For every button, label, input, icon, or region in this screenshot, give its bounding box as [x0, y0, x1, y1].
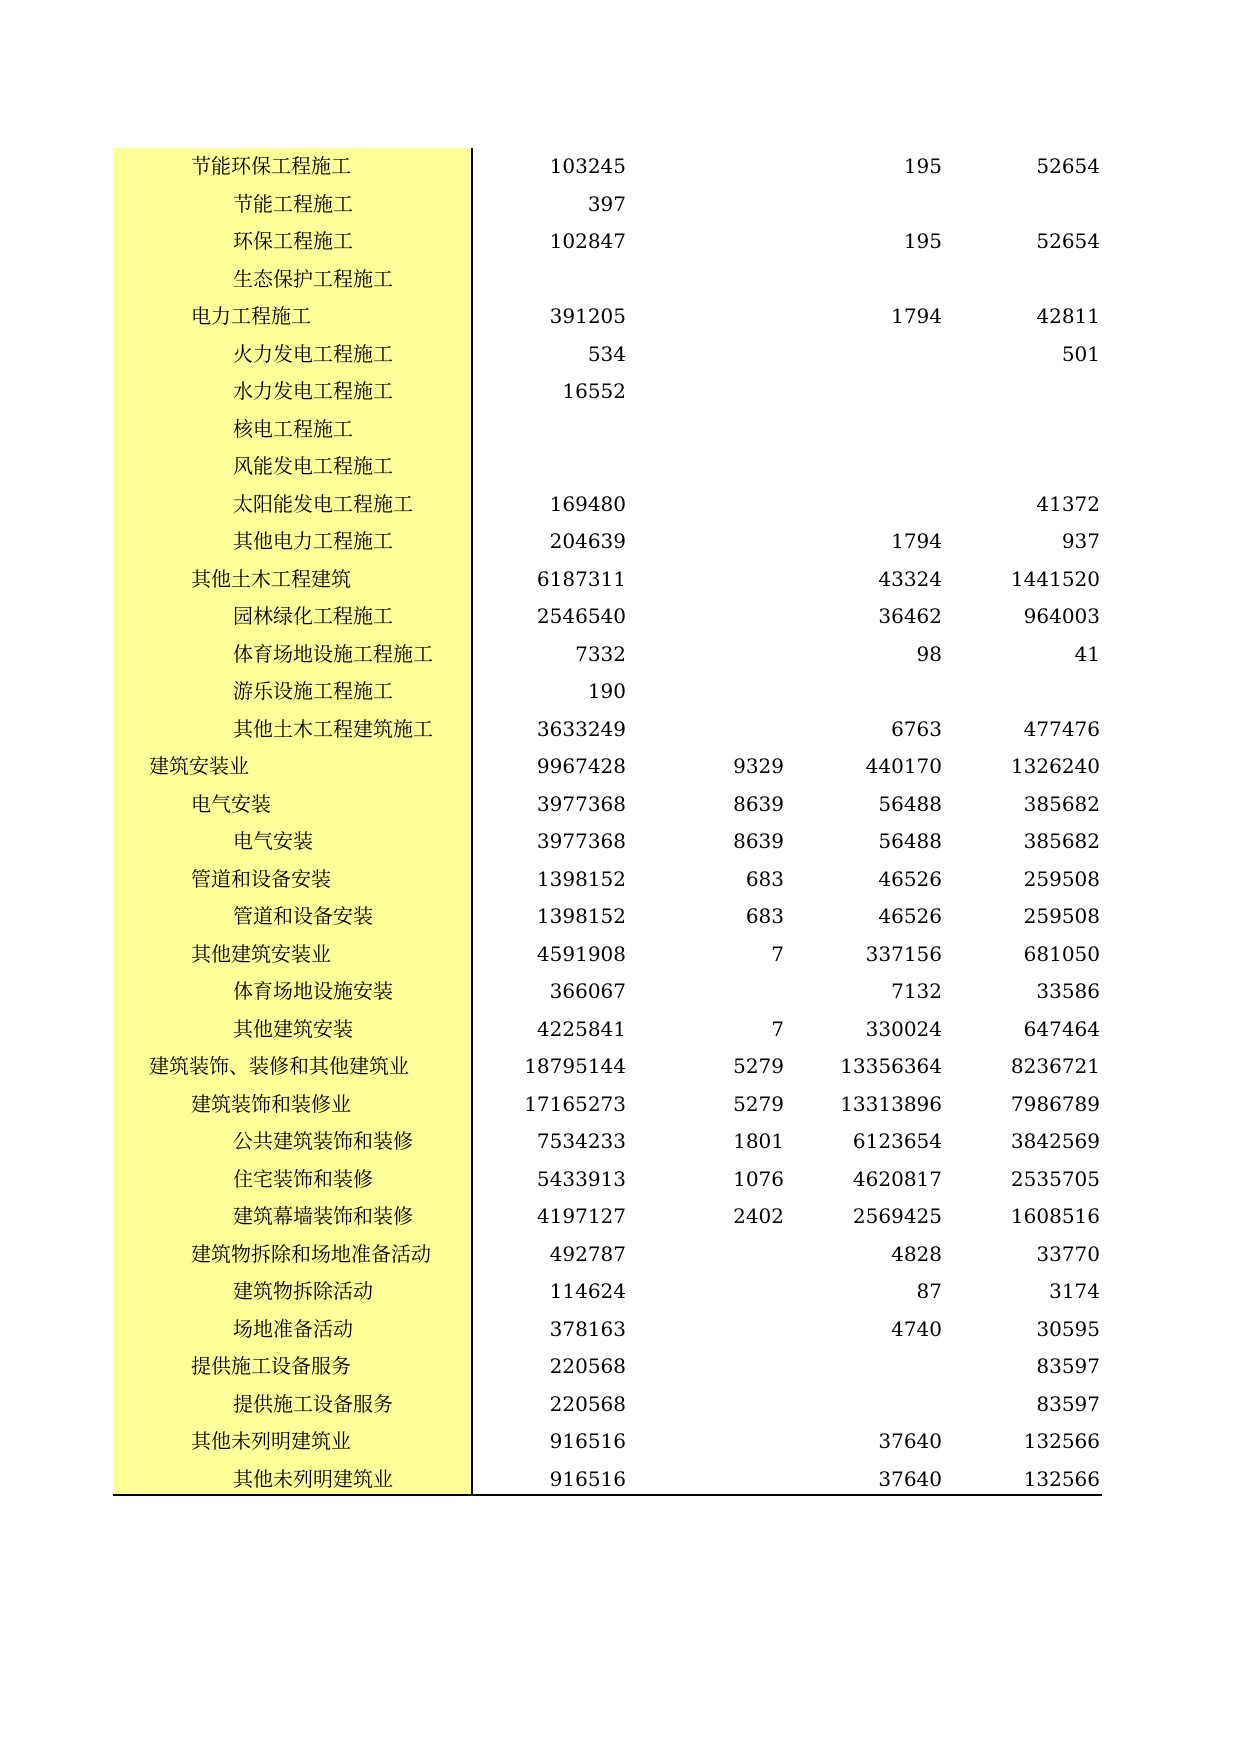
value-cell-col1: 17165273 — [524, 1091, 626, 1116]
value-cell-col1: 391205 — [549, 304, 626, 328]
table-row — [113, 148, 1102, 186]
value-cell-col4 — [942, 411, 1100, 449]
value-cell-col3: 46526 — [878, 904, 942, 928]
row-label: 水力发电工程施工 — [233, 379, 393, 403]
table-row — [113, 261, 1102, 299]
value-cell-col2: 7 — [771, 941, 784, 966]
value-cell-col2 — [626, 298, 784, 336]
value-cell-col3 — [784, 186, 942, 224]
table-row — [113, 636, 1102, 674]
row-label: 园林绿化工程施工 — [233, 604, 393, 628]
value-cell-col2 — [626, 186, 784, 224]
value-cell-col1: 9967428 — [536, 754, 626, 778]
value-cell-col1: 2546540 — [536, 604, 626, 628]
table-row — [113, 1348, 1102, 1386]
value-cell-col4: 33770 — [1036, 1241, 1100, 1266]
table-row — [113, 786, 1102, 824]
row-label: 游乐设施工程施工 — [233, 679, 393, 703]
value-cell-col3: 4620817 — [852, 1166, 942, 1191]
value-cell-col2 — [626, 1461, 784, 1499]
value-cell-col1: 103245 — [549, 154, 626, 178]
value-cell-col2: 2402 — [733, 1204, 784, 1228]
table-row — [113, 448, 1102, 486]
value-cell-col2: 8639 — [733, 791, 784, 816]
table-row — [113, 598, 1102, 636]
row-label: 电气安装 — [191, 791, 271, 816]
value-cell-col4: 3842569 — [1010, 1129, 1100, 1153]
row-label: 生态保护工程施工 — [233, 266, 393, 291]
value-cell-col3 — [784, 411, 942, 449]
value-cell-col2 — [626, 973, 784, 1011]
row-label: 建筑物拆除活动 — [233, 1279, 373, 1303]
value-cell-col3: 37640 — [878, 1429, 942, 1453]
row-label: 公共建筑装饰和装修 — [233, 1129, 413, 1153]
table-row — [113, 748, 1102, 786]
value-cell-col1: 3977368 — [536, 791, 626, 816]
value-cell-col4 — [942, 448, 1100, 486]
value-cell-col4: 501 — [1061, 341, 1100, 366]
table-row — [113, 1386, 1102, 1424]
value-cell-col2 — [626, 373, 784, 411]
value-cell-col2 — [626, 261, 784, 299]
row-label: 其他未列明建筑业 — [233, 1466, 393, 1491]
value-cell-col2 — [626, 1273, 784, 1311]
table-row — [113, 336, 1102, 374]
value-cell-col1: 492787 — [549, 1241, 626, 1266]
row-label: 提供施工设备服务 — [233, 1391, 393, 1416]
row-label: 体育场地设施工程施工 — [233, 641, 433, 666]
value-cell-col1: 397 — [587, 191, 626, 216]
row-label: 太阳能发电工程施工 — [233, 491, 413, 516]
table-row — [113, 936, 1102, 974]
value-cell-col4: 681050 — [1023, 941, 1100, 966]
table-row — [113, 898, 1102, 936]
row-label: 其他土木工程建筑施工 — [233, 716, 433, 741]
value-cell-col1: 190 — [587, 679, 626, 703]
value-cell-col3: 1794 — [891, 304, 942, 328]
value-cell-col4: 41372 — [1036, 491, 1100, 516]
table-row — [113, 1423, 1102, 1461]
value-cell-col3: 13313896 — [840, 1091, 942, 1116]
value-cell-col2 — [626, 486, 784, 524]
value-cell-col3: 56488 — [878, 791, 942, 816]
row-label: 管道和设备安装 — [191, 866, 331, 891]
value-cell-col1: 7534233 — [536, 1129, 626, 1153]
row-label: 核电工程施工 — [233, 416, 353, 441]
value-cell-col3 — [784, 486, 942, 524]
table-row — [113, 973, 1102, 1011]
row-label: 其他建筑安装业 — [191, 941, 331, 966]
value-cell-col3: 1794 — [891, 529, 942, 553]
value-cell-col1: 220568 — [549, 1354, 626, 1378]
row-label: 提供施工设备服务 — [191, 1354, 351, 1378]
value-cell-col2 — [626, 1311, 784, 1349]
value-cell-col2 — [626, 1348, 784, 1386]
row-label: 体育场地设施安装 — [233, 979, 393, 1003]
row-label: 场地准备活动 — [233, 1316, 353, 1341]
value-cell-col1: 3633249 — [536, 716, 626, 741]
value-cell-col2: 1801 — [733, 1129, 784, 1153]
value-cell-col4: 1441520 — [1010, 566, 1100, 591]
value-cell-col4 — [942, 186, 1100, 224]
value-cell-col1: 204639 — [549, 529, 626, 553]
value-cell-col4: 1608516 — [1010, 1204, 1100, 1228]
table-row — [113, 1086, 1102, 1124]
row-label: 住宅装饰和装修 — [233, 1166, 373, 1191]
row-label: 其他建筑安装 — [233, 1016, 353, 1041]
value-cell-col4: 83597 — [1036, 1354, 1100, 1378]
value-cell-col2 — [626, 1423, 784, 1461]
value-cell-col1: 378163 — [549, 1316, 626, 1341]
value-cell-col3: 330024 — [865, 1016, 942, 1041]
value-cell-col1: 6187311 — [536, 566, 626, 591]
table-row — [113, 1198, 1102, 1236]
value-cell-col3: 195 — [903, 229, 942, 253]
value-cell-col3 — [784, 373, 942, 411]
value-cell-col1: 220568 — [549, 1391, 626, 1416]
value-cell-col1: 16552 — [562, 379, 626, 403]
value-cell-col1 — [473, 448, 626, 486]
value-cell-col1: 366067 — [549, 979, 626, 1003]
value-cell-col2 — [626, 673, 784, 711]
value-cell-col2: 5279 — [733, 1091, 784, 1116]
value-cell-col4: 647464 — [1023, 1016, 1100, 1041]
table-bottom-border — [113, 1494, 1102, 1496]
value-cell-col4: 33586 — [1036, 979, 1100, 1003]
table-row — [113, 186, 1102, 224]
value-cell-col4: 41 — [1074, 641, 1100, 666]
value-cell-col3 — [784, 1386, 942, 1424]
value-cell-col4: 30595 — [1036, 1316, 1100, 1341]
value-cell-col3: 195 — [903, 154, 942, 178]
value-cell-col2: 9329 — [733, 754, 784, 778]
value-cell-col2 — [626, 598, 784, 636]
row-label: 其他电力工程施工 — [233, 529, 393, 553]
table-row — [113, 298, 1102, 336]
row-label: 建筑物拆除和场地准备活动 — [191, 1241, 431, 1266]
value-cell-col3: 87 — [916, 1279, 942, 1303]
value-cell-col3: 37640 — [878, 1466, 942, 1491]
value-cell-col3: 7132 — [891, 979, 942, 1003]
row-label: 节能环保工程施工 — [191, 154, 351, 178]
table-row — [113, 561, 1102, 599]
value-cell-col4: 385682 — [1023, 791, 1100, 816]
table-row — [113, 1236, 1102, 1274]
table-row — [113, 711, 1102, 749]
value-cell-col2 — [626, 523, 784, 561]
value-cell-col2 — [626, 223, 784, 261]
value-cell-col2 — [626, 1236, 784, 1274]
value-cell-col3 — [784, 336, 942, 374]
value-cell-col4: 42811 — [1036, 304, 1100, 328]
value-cell-col1: 3977368 — [536, 829, 626, 853]
row-label: 建筑装饰、装修和其他建筑业 — [149, 1054, 409, 1078]
value-cell-col2: 683 — [745, 866, 784, 891]
value-cell-col2 — [626, 1386, 784, 1424]
value-cell-col2: 7 — [771, 1016, 784, 1041]
value-cell-col4 — [942, 261, 1100, 299]
row-label: 建筑装饰和装修业 — [191, 1091, 351, 1116]
table-row — [113, 1273, 1102, 1311]
row-label: 电气安装 — [233, 829, 313, 853]
row-label: 其他未列明建筑业 — [191, 1429, 351, 1453]
value-cell-col1: 916516 — [549, 1429, 626, 1453]
value-cell-col4: 83597 — [1036, 1391, 1100, 1416]
value-cell-col2 — [626, 636, 784, 674]
row-label: 火力发电工程施工 — [233, 341, 393, 366]
value-cell-col1: 1398152 — [536, 866, 626, 891]
table-row — [113, 1161, 1102, 1199]
value-cell-col1: 102847 — [549, 229, 626, 253]
row-label: 风能发电工程施工 — [233, 454, 393, 478]
row-label: 环保工程施工 — [233, 229, 353, 253]
value-cell-col1: 4591908 — [536, 941, 626, 966]
value-cell-col1: 916516 — [549, 1466, 626, 1491]
value-cell-col3 — [784, 261, 942, 299]
value-cell-col2: 683 — [745, 904, 784, 928]
value-cell-col2: 1076 — [733, 1166, 784, 1191]
row-label: 节能工程施工 — [233, 191, 353, 216]
value-cell-col1: 18795144 — [524, 1054, 626, 1078]
value-cell-col4: 3174 — [1049, 1279, 1100, 1303]
table-row — [113, 673, 1102, 711]
table-row — [113, 1123, 1102, 1161]
value-cell-col1: 7332 — [575, 641, 626, 666]
value-cell-col3: 4828 — [891, 1241, 942, 1266]
value-cell-col4: 52654 — [1036, 154, 1100, 178]
value-cell-col2: 5279 — [733, 1054, 784, 1078]
value-cell-col3 — [784, 1348, 942, 1386]
value-cell-col3 — [784, 448, 942, 486]
value-cell-col3: 56488 — [878, 829, 942, 853]
value-cell-col3: 6763 — [891, 716, 942, 741]
value-cell-col2 — [626, 411, 784, 449]
table-row — [113, 223, 1102, 261]
value-cell-col3: 36462 — [878, 604, 942, 628]
table-row — [113, 523, 1102, 561]
value-cell-col4: 132566 — [1023, 1429, 1100, 1453]
table-row — [113, 861, 1102, 899]
value-cell-col4: 937 — [1061, 529, 1100, 553]
value-cell-col3: 46526 — [878, 866, 942, 891]
value-cell-col1: 534 — [587, 341, 626, 366]
value-cell-col4: 385682 — [1023, 829, 1100, 853]
table-row — [113, 823, 1102, 861]
value-cell-col3: 337156 — [865, 941, 942, 966]
table-row — [113, 1311, 1102, 1349]
value-cell-col1: 5433913 — [536, 1166, 626, 1191]
value-cell-col1: 169480 — [549, 491, 626, 516]
value-cell-col4: 477476 — [1023, 716, 1100, 741]
value-cell-col4: 259508 — [1023, 866, 1100, 891]
value-cell-col4 — [942, 673, 1100, 711]
table-row — [113, 1461, 1102, 1499]
value-cell-col3: 43324 — [878, 566, 942, 591]
value-cell-col1: 114624 — [549, 1279, 626, 1303]
value-cell-col2 — [626, 561, 784, 599]
value-cell-col4: 2535705 — [1010, 1166, 1100, 1191]
value-cell-col2 — [626, 711, 784, 749]
row-label: 其他土木工程建筑 — [191, 566, 351, 591]
row-label: 管道和设备安装 — [233, 904, 373, 928]
value-cell-col4: 132566 — [1023, 1466, 1100, 1491]
value-cell-col2 — [626, 448, 784, 486]
table-row — [113, 486, 1102, 524]
value-cell-col4: 7986789 — [1010, 1091, 1100, 1116]
value-cell-col3: 440170 — [865, 754, 942, 778]
table-rows — [113, 148, 1102, 1498]
value-cell-col2 — [626, 336, 784, 374]
table-row — [113, 373, 1102, 411]
value-cell-col4: 52654 — [1036, 229, 1100, 253]
value-cell-col3: 6123654 — [852, 1129, 942, 1153]
value-cell-col1 — [473, 261, 626, 299]
value-cell-col3: 13356364 — [840, 1054, 942, 1078]
value-cell-col1 — [473, 411, 626, 449]
value-cell-col4: 259508 — [1023, 904, 1100, 928]
value-cell-col3: 98 — [916, 641, 942, 666]
table-row — [113, 411, 1102, 449]
value-cell-col3 — [784, 673, 942, 711]
table-row — [113, 1048, 1102, 1086]
row-label: 建筑幕墙装饰和装修 — [233, 1204, 413, 1228]
value-cell-col4: 1326240 — [1010, 754, 1100, 778]
value-cell-col4 — [942, 373, 1100, 411]
value-cell-col4: 964003 — [1023, 604, 1100, 628]
value-cell-col2 — [626, 148, 784, 186]
value-cell-col3: 4740 — [891, 1316, 942, 1341]
table-row — [113, 1011, 1102, 1049]
value-cell-col2: 8639 — [733, 829, 784, 853]
value-cell-col1: 4197127 — [536, 1204, 626, 1228]
value-cell-col1: 4225841 — [536, 1016, 626, 1041]
value-cell-col3: 2569425 — [852, 1204, 942, 1228]
row-label: 电力工程施工 — [191, 304, 311, 328]
value-cell-col1: 1398152 — [536, 904, 626, 928]
row-label: 建筑安装业 — [149, 754, 249, 778]
value-cell-col4: 8236721 — [1010, 1054, 1100, 1078]
